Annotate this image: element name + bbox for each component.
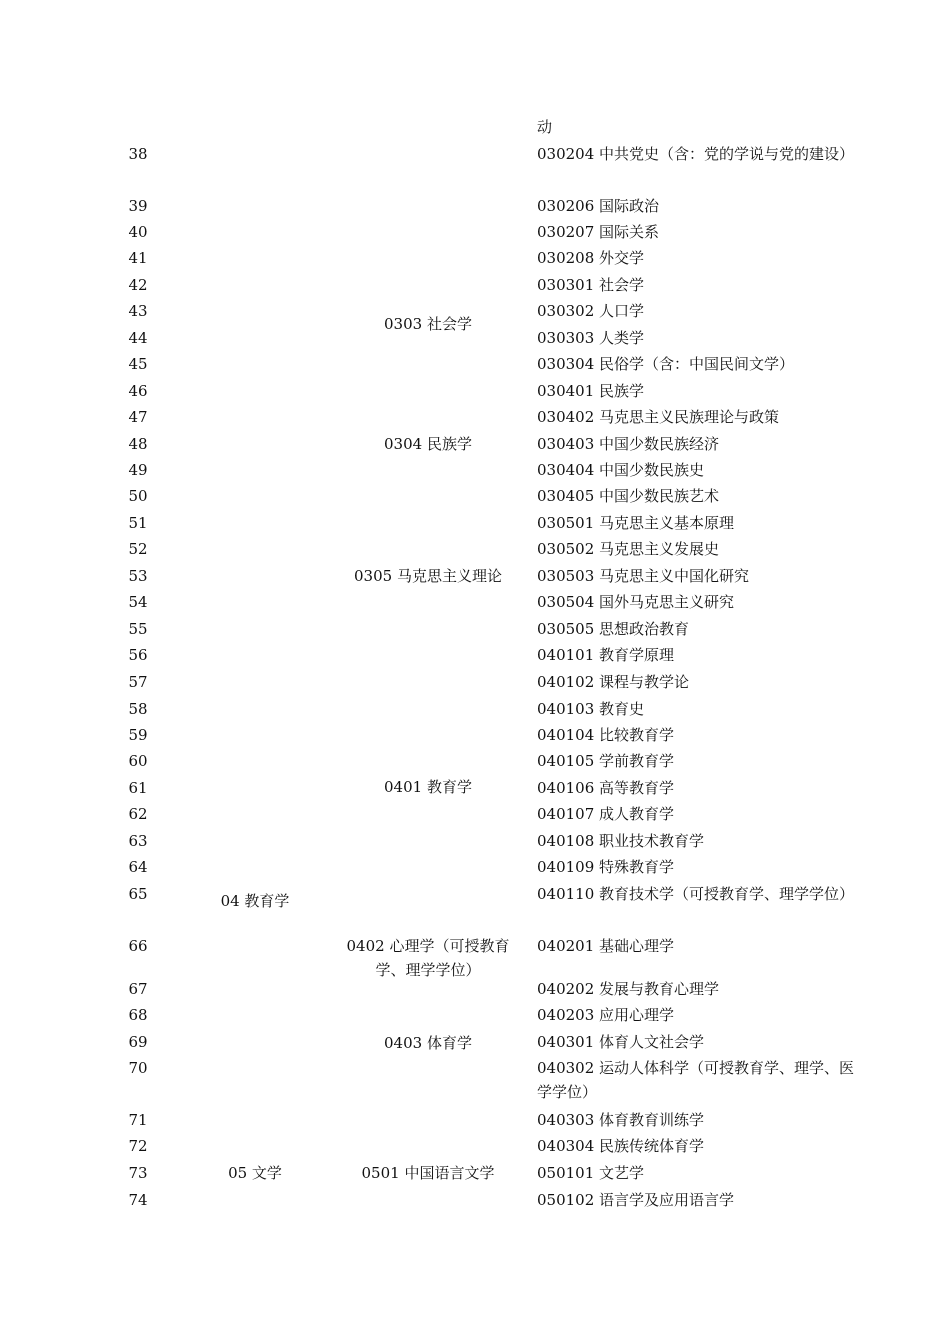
major-name: 030403 中国少数民族经济 (537, 435, 720, 453)
row-number: 62 (128, 805, 148, 823)
major-name: 040102 课程与教学论 (537, 673, 690, 691)
row-number: 52 (128, 540, 148, 558)
row-number: 72 (128, 1137, 148, 1155)
major-name: 030204 中共党史（含：党的学说与党的建设） (537, 145, 855, 163)
row-number: 68 (128, 1006, 148, 1024)
first-level-discipline: 05 文学 (228, 1164, 282, 1182)
major-name: 040108 职业技术教育学 (537, 832, 705, 850)
row-number: 70 (128, 1059, 148, 1077)
major-name: 040105 学前教育学 (537, 752, 675, 770)
row-number: 50 (128, 487, 148, 505)
row-number: 71 (128, 1111, 148, 1129)
row-number: 64 (128, 858, 148, 876)
row-number: 41 (128, 249, 148, 267)
major-name: 040304 民族传统体育学 (537, 1137, 705, 1155)
second-level-discipline: 0305 马克思主义理论 (354, 567, 502, 585)
row-number: 66 (128, 937, 148, 955)
second-level-discipline: 0303 社会学 (384, 315, 472, 333)
major-name: 030301 社会学 (537, 276, 645, 294)
major-name: 040303 体育教育训练学 (537, 1111, 705, 1129)
row-number: 58 (128, 700, 148, 718)
row-number: 42 (128, 276, 148, 294)
major-name: 040301 体育人文社会学 (537, 1033, 705, 1051)
row-number: 39 (128, 197, 148, 215)
major-name: 030208 外交学 (537, 249, 645, 267)
major-name: 040107 成人教育学 (537, 805, 675, 823)
major-name: 030405 中国少数民族艺术 (537, 487, 720, 505)
row-number: 60 (128, 752, 148, 770)
row-number: 73 (128, 1164, 148, 1182)
major-name: 040104 比较教育学 (537, 726, 675, 744)
continuation-text: 动 (537, 118, 553, 136)
major-name: 030504 国外马克思主义研究 (537, 593, 735, 611)
major-name: 040103 教育史 (537, 700, 645, 718)
first-level-discipline: 04 教育学 (220, 892, 290, 910)
second-level-discipline: 0402 心理学（可授教育学、理学学位） (346, 937, 510, 979)
major-name: 030206 国际政治 (537, 197, 660, 215)
row-number: 43 (128, 302, 148, 320)
major-name: 030505 思想政治教育 (537, 620, 690, 638)
major-name: 030401 民族学 (537, 382, 645, 400)
row-number: 74 (128, 1191, 148, 1209)
major-name: 030404 中国少数民族史 (537, 461, 705, 479)
second-level-discipline: 0304 民族学 (384, 435, 472, 453)
row-number: 55 (128, 620, 148, 638)
row-number: 54 (128, 593, 148, 611)
row-number: 51 (128, 514, 148, 532)
major-name: 030303 人类学 (537, 329, 645, 347)
major-name: 040302 运动人体科学（可授教育学、理学、医学学位） (537, 1059, 855, 1101)
row-number: 63 (128, 832, 148, 850)
row-number: 59 (128, 726, 148, 744)
row-number: 48 (128, 435, 148, 453)
major-name: 030501 马克思主义基本原理 (537, 514, 735, 532)
major-name: 030502 马克思主义发展史 (537, 540, 720, 558)
row-number: 46 (128, 382, 148, 400)
row-number: 65 (128, 885, 148, 903)
second-level-discipline: 0501 中国语言文学 (361, 1164, 495, 1182)
major-name: 040109 特殊教育学 (537, 858, 675, 876)
major-name: 040110 教育技术学（可授教育学、理学学位） (537, 885, 855, 903)
row-number: 69 (128, 1033, 148, 1051)
major-name: 030302 人口学 (537, 302, 645, 320)
row-number: 40 (128, 223, 148, 241)
second-level-discipline: 0403 体育学 (384, 1034, 472, 1052)
row-number: 56 (128, 646, 148, 664)
major-name: 030503 马克思主义中国化研究 (537, 567, 750, 585)
major-name: 050102 语言学及应用语言学 (537, 1191, 735, 1209)
major-name: 040201 基础心理学 (537, 937, 675, 955)
major-name: 040203 应用心理学 (537, 1006, 675, 1024)
row-number: 57 (128, 673, 148, 691)
major-name: 040106 高等教育学 (537, 779, 675, 797)
row-number: 44 (128, 329, 148, 347)
row-number: 38 (128, 145, 148, 163)
row-number: 67 (128, 980, 148, 998)
major-name: 030207 国际关系 (537, 223, 660, 241)
row-number: 49 (128, 461, 148, 479)
row-number: 45 (128, 355, 148, 373)
major-name: 040101 教育学原理 (537, 646, 675, 664)
major-name: 030304 民俗学（含：中国民间文学） (537, 355, 795, 373)
row-number: 53 (128, 567, 148, 585)
major-name: 040202 发展与教育心理学 (537, 980, 720, 998)
major-name: 050101 文艺学 (537, 1164, 645, 1182)
row-number: 61 (128, 779, 148, 797)
major-name: 030402 马克思主义民族理论与政策 (537, 408, 780, 426)
row-number: 47 (128, 408, 148, 426)
second-level-discipline: 0401 教育学 (384, 778, 472, 796)
